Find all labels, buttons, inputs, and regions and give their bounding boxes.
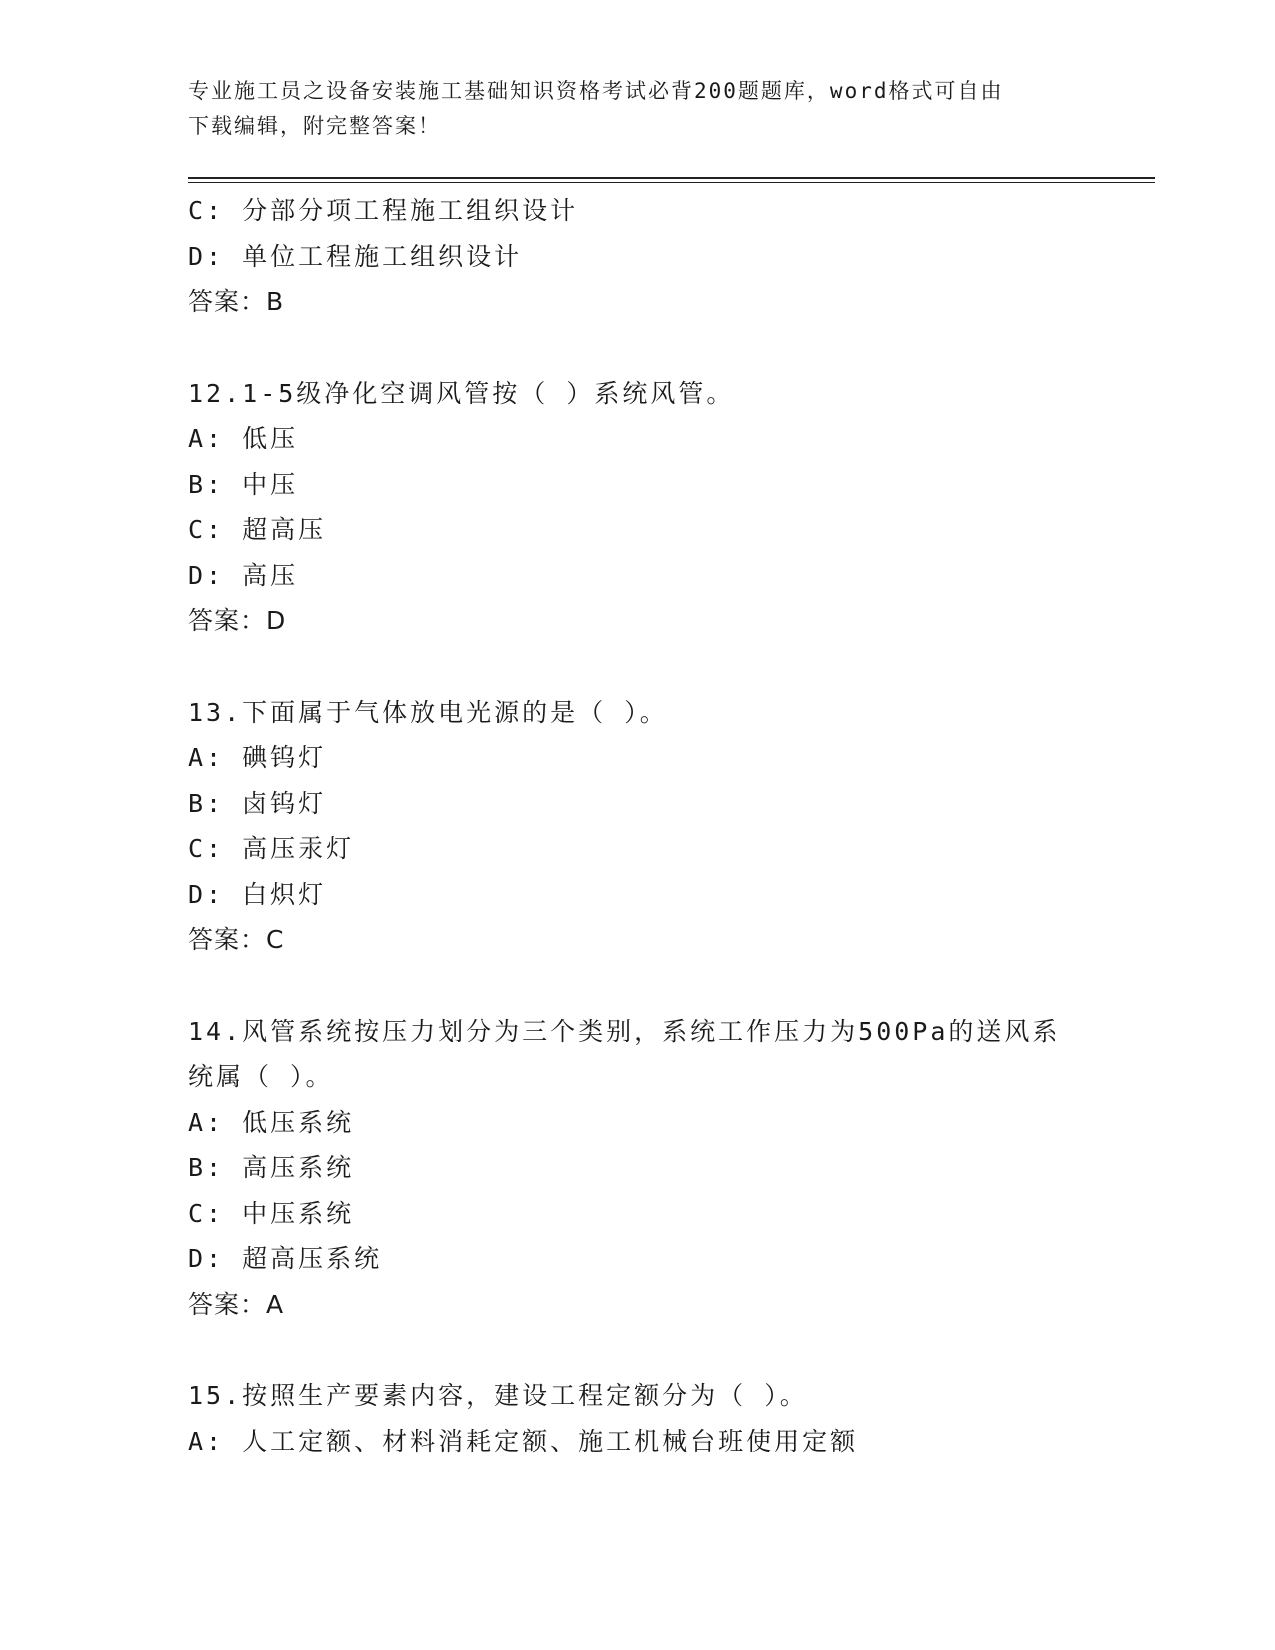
header-divider-thick xyxy=(188,177,1155,179)
spacer xyxy=(188,1327,1088,1373)
answer-line: 答案：A xyxy=(188,1289,285,1319)
question-stem: 13.下面属于气体放电光源的是（ ）。 xyxy=(188,697,668,727)
option-a: A: 低压 xyxy=(188,424,299,453)
spacer xyxy=(188,644,1088,690)
question-11-tail xyxy=(188,188,1088,325)
question-stem-line-2: 统属（ ）。 xyxy=(188,1062,334,1091)
option-d: D: 超高压系统 xyxy=(188,1244,383,1273)
header-line-2: 下载编辑，附完整答案！ xyxy=(188,114,441,138)
question-13 xyxy=(188,690,1088,963)
option-d: D: 高压 xyxy=(188,560,299,590)
option-a: A: 人工定额、材料消耗定额、施工机械台班使用定额 xyxy=(188,1426,859,1456)
option-c: C: 超高压 xyxy=(188,515,327,544)
question-15 xyxy=(188,1373,1088,1464)
spacer xyxy=(188,963,1088,1009)
option-c: C: 中压系统 xyxy=(188,1198,355,1228)
option-b: B: 卤钨灯 xyxy=(188,788,327,818)
option-b: B: 高压系统 xyxy=(188,1153,355,1182)
option-a: A: 低压系统 xyxy=(188,1107,355,1137)
answer-line: 答案：D xyxy=(188,606,287,635)
question-14 xyxy=(188,1009,1088,1328)
option-a: A: 碘钨灯 xyxy=(188,743,327,772)
document-header xyxy=(188,74,1068,144)
header-divider-thin xyxy=(188,182,1155,183)
answer-line: 答案：B xyxy=(188,287,285,316)
question-stem-line-1: 14.风管系统按压力划分为三个类别，系统工作压力为500Pa的送风系 xyxy=(188,1016,1061,1046)
question-stem: 15.按照生产要素内容，建设工程定额分为（ ）。 xyxy=(188,1381,808,1410)
question-list xyxy=(188,188,1088,1464)
option-c: C: 高压汞灯 xyxy=(188,834,355,863)
option-c: C: 分部分项工程施工组织设计 xyxy=(188,196,579,225)
header-line-1: 专业施工员之设备安装施工基础知识资格考试必背200题题库，word格式可自由 xyxy=(188,79,1004,103)
spacer xyxy=(188,325,1088,371)
option-b: B: 中压 xyxy=(188,469,299,499)
option-d: D: 白炽灯 xyxy=(188,879,327,909)
answer-line: 答案：C xyxy=(188,925,285,954)
question-stem: 12.1-5级净化空调风管按（ ）系统风管。 xyxy=(188,378,735,408)
option-d: D: 单位工程施工组织设计 xyxy=(188,241,523,271)
question-12 xyxy=(188,371,1088,644)
